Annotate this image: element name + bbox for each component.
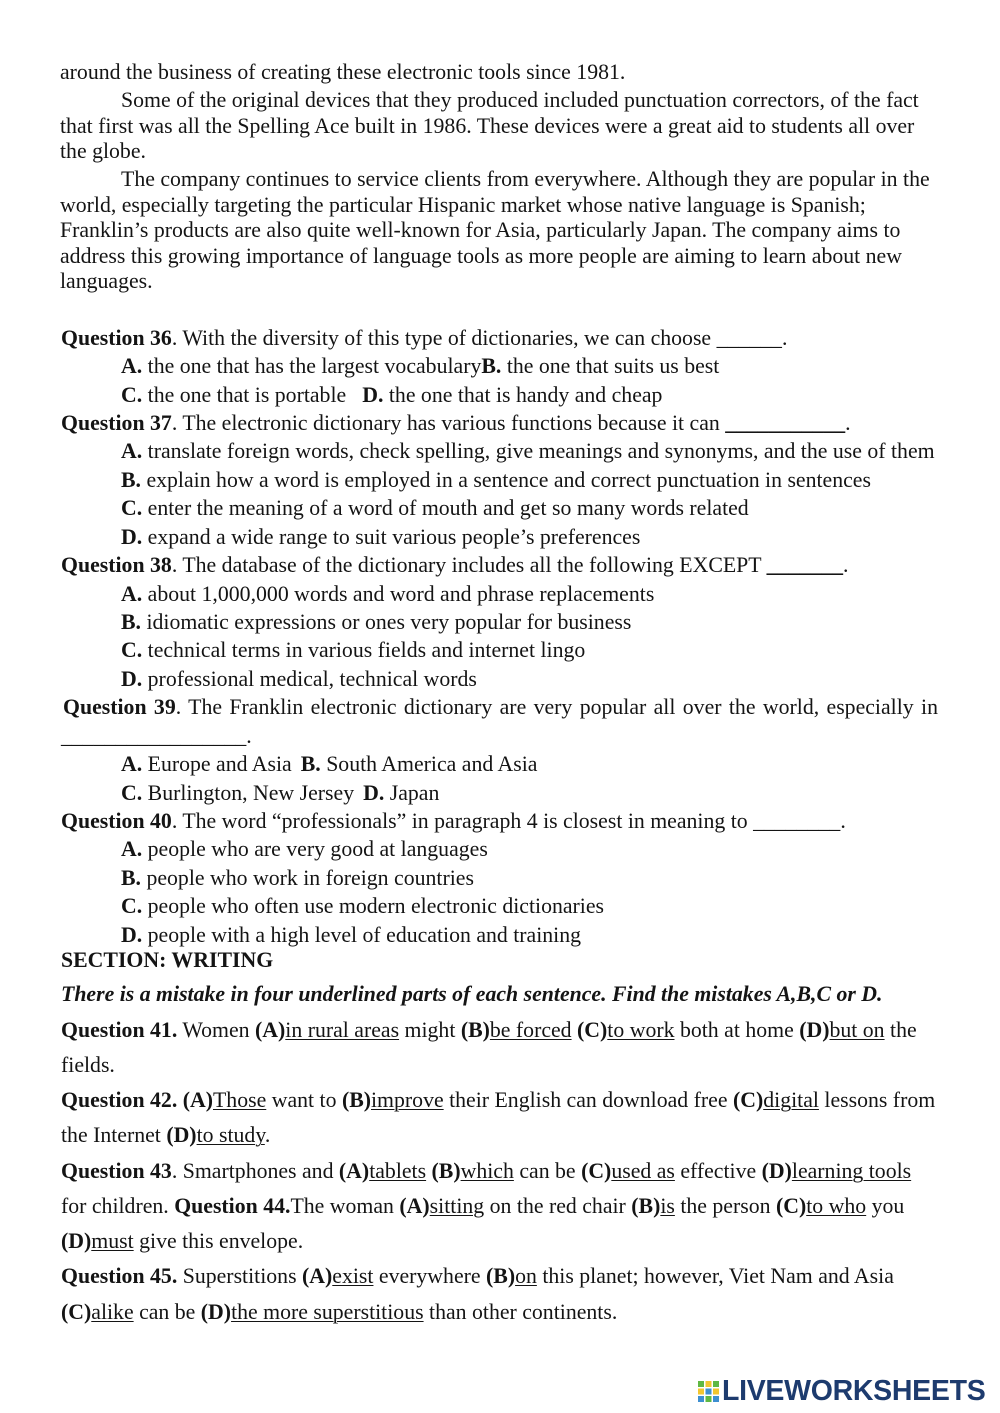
question-end: .	[781, 325, 788, 350]
underlined-part: the more superstitious	[231, 1299, 424, 1324]
options-row	[61, 750, 938, 778]
sentence-text: this planet; however, Viet Nam and Asia	[536, 1264, 894, 1289]
underlined-part: alike	[91, 1299, 134, 1324]
writing-section	[61, 977, 938, 1330]
reading-questions	[61, 324, 938, 949]
question-38	[61, 551, 938, 693]
option-text: the one that suits us best	[506, 354, 720, 379]
option-letter: A.	[121, 439, 143, 464]
sentence-text: on the red chair	[484, 1193, 632, 1218]
sentence-text: the person	[674, 1193, 776, 1218]
option-letter: A.	[121, 354, 143, 379]
choice-marker: (D)	[799, 1017, 830, 1042]
question-label: Question 36	[61, 325, 172, 350]
option-letter: C.	[121, 780, 143, 805]
sentence-text: the	[884, 1017, 917, 1042]
option-text: explain how a word is employed in a sentence and correct punctuation in sentences	[146, 467, 871, 492]
option-a	[61, 437, 938, 465]
sentence-text: . Smartphones and	[171, 1158, 339, 1183]
section-heading: SECTION: WRITING	[61, 947, 274, 972]
option-d	[61, 523, 938, 551]
passage-line: languages.	[60, 269, 153, 293]
question-end: .	[845, 411, 851, 436]
question-label: Question 38	[61, 553, 172, 578]
question-label: Question 43	[61, 1158, 172, 1183]
underlined-part: be forced	[489, 1017, 572, 1042]
underlined-part: improve	[371, 1088, 444, 1113]
option-letter: C.	[121, 638, 143, 663]
option-text: translate foreign words, check spelling, give meanings and synonyms, and the use of them	[147, 439, 935, 464]
logo-text: LIVEWORKSHEETS	[722, 1375, 986, 1407]
question-label: Question 40	[61, 808, 172, 833]
sentence-text: Women	[177, 1017, 256, 1042]
option-text: Japan	[389, 780, 440, 805]
choice-marker: (C)	[577, 1017, 608, 1042]
option-letter: A.	[121, 752, 143, 777]
reading-passage	[60, 60, 950, 295]
question-40	[61, 807, 938, 949]
sentence-text: lessons from	[818, 1088, 936, 1113]
question-42	[61, 1083, 938, 1154]
writing-instruction: There is a mistake in four underlined parts of each sentence. Find the mistakes A,B,C or D.	[61, 982, 883, 1007]
sentence-text: the Internet	[61, 1123, 167, 1148]
sentence-text: fields.	[61, 1052, 115, 1077]
option-c	[61, 892, 938, 920]
liveworksheets-logo-icon	[697, 1380, 720, 1403]
question-label: Question 42.	[61, 1088, 178, 1113]
underlined-part: digital	[763, 1088, 819, 1113]
sentence-text: than other continents.	[423, 1299, 618, 1324]
option-text: about 1,000,000 words and word and phrase replacements	[147, 581, 655, 606]
question-39	[61, 693, 938, 807]
option-letter: D.	[362, 382, 384, 407]
option-letter: C.	[121, 382, 143, 407]
passage-line: address this growing importance of language tools as more people are aiming to learn about new	[60, 243, 902, 268]
option-text: the one that has the largest vocabulary	[147, 354, 482, 379]
question-45	[61, 1259, 938, 1330]
option-b	[61, 466, 938, 494]
sentence-text: .	[264, 1123, 271, 1148]
question-label: Question 45.	[61, 1264, 178, 1289]
liveworksheets-logo	[697, 1376, 985, 1406]
passage-line: Franklin’s products are also quite well-known for Asia, particularly Japan. The company aims to	[60, 218, 901, 242]
option-text: the one that is handy and cheap	[388, 382, 663, 407]
option-letter: A.	[121, 581, 143, 606]
option-text: expand a wide range to suit various people’s preferences	[147, 524, 641, 549]
choice-marker: (B)	[460, 1017, 490, 1042]
question-end: .	[246, 723, 252, 748]
passage-line: Some of the original devices that they produced included punctuation correctors, of the fact	[121, 88, 919, 112]
sentence-text: effective	[674, 1158, 762, 1183]
answer-blank: ________	[753, 808, 841, 833]
underlined-part: tablets	[369, 1158, 427, 1183]
question-label: Question 39	[63, 695, 176, 720]
question-43-44	[61, 1154, 938, 1260]
question-text: . With the diversity of this type of dictionaries, we can choose	[171, 325, 717, 350]
sentence-text: give this envelope.	[133, 1229, 304, 1254]
passage-line: around the business of creating these electronic tools since 1981.	[60, 60, 626, 84]
option-letter: B.	[121, 865, 141, 890]
sentence-text: you	[866, 1193, 905, 1218]
choice-marker: (B)	[341, 1088, 371, 1113]
underlined-part: is	[660, 1193, 675, 1218]
underlined-part: sitting	[429, 1193, 485, 1218]
option-text: idiomatic expressions or ones very popular for business	[146, 610, 632, 635]
underlined-part: used as	[611, 1158, 675, 1183]
answer-blank: ___________	[725, 411, 846, 436]
question-stem	[61, 551, 938, 579]
options-row	[61, 779, 938, 807]
passage-line: the globe.	[60, 139, 146, 163]
sentence-text: can be	[513, 1158, 582, 1183]
underlined-part: but on	[829, 1017, 885, 1042]
option-text: people with a high level of education and training	[147, 922, 582, 947]
question-41	[61, 1013, 938, 1084]
question-label: Question 44.	[174, 1193, 291, 1218]
question-text: . The Franklin electronic dictionary are very popular all over the world, especially in	[175, 695, 938, 720]
choice-marker: (B)	[431, 1158, 461, 1183]
question-37	[61, 409, 938, 551]
option-letter: B.	[300, 752, 321, 777]
option-d	[61, 665, 938, 693]
option-c	[61, 636, 938, 664]
choice-marker: (A)	[302, 1264, 333, 1289]
option-text: professional medical, technical words	[147, 666, 477, 691]
option-text: Burlington, New Jersey	[147, 780, 355, 805]
option-d	[61, 921, 938, 949]
choice-marker: (A)	[182, 1088, 213, 1113]
question-stem	[61, 807, 938, 835]
question-stem	[61, 324, 938, 352]
choice-marker: (C)	[581, 1158, 612, 1183]
underlined-part: in rural areas	[285, 1017, 400, 1042]
option-letter: B.	[481, 354, 502, 379]
sentence-text: for children.	[61, 1193, 175, 1218]
option-text: people who work in foreign countries	[146, 865, 474, 890]
choice-marker: (D)	[200, 1299, 232, 1324]
underlined-part: to study	[196, 1123, 265, 1148]
answer-line	[61, 722, 938, 750]
question-text: . The electronic dictionary has various functions because it can	[171, 411, 726, 436]
passage-line: world, especially targeting the particular Hispanic market whose native language is Spanish;	[60, 192, 866, 217]
question-stem	[61, 409, 938, 437]
question-36	[61, 324, 938, 409]
question-label: Question 41.	[61, 1017, 178, 1042]
sentence-text: The woman	[290, 1193, 400, 1218]
answer-blank: _________________	[61, 723, 247, 748]
underlined-part: Those	[212, 1088, 267, 1113]
question-end: .	[842, 553, 849, 578]
question-text: . The database of the dictionary includes all the following EXCEPT	[171, 553, 767, 578]
options-row	[61, 352, 938, 380]
answer-blank: _______	[766, 553, 843, 578]
choice-marker: (A)	[399, 1193, 430, 1218]
option-a	[61, 835, 938, 863]
choice-marker: (D)	[761, 1158, 792, 1183]
underlined-part: must	[91, 1229, 134, 1254]
option-letter: A.	[121, 837, 143, 862]
underlined-part: learning tools	[791, 1158, 912, 1183]
answer-blank: ______	[716, 325, 782, 350]
question-stem	[61, 693, 938, 721]
underlined-part: to work	[607, 1017, 675, 1042]
option-letter: D.	[121, 666, 143, 691]
option-text: the one that is portable	[147, 382, 347, 407]
sentence-text: both at home	[674, 1017, 800, 1042]
option-text: Europe and Asia	[147, 752, 292, 777]
choice-marker: (D)	[166, 1123, 197, 1148]
option-letter: D.	[121, 922, 143, 947]
option-text: people who are very good at languages	[147, 837, 488, 862]
passage-paragraph-3	[60, 167, 950, 295]
underlined-part: to who	[806, 1193, 867, 1218]
sentence-text: might	[399, 1017, 461, 1042]
option-text: enter the meaning of a word of mouth and get so many words related	[147, 496, 749, 521]
choice-marker: (B)	[486, 1264, 516, 1289]
option-b	[61, 608, 938, 636]
sentence-text: can be	[133, 1299, 201, 1324]
sentence-text: want to	[266, 1088, 342, 1113]
passage-line: The company continues to service clients from everywhere. Although they are popular in the	[121, 167, 930, 191]
underlined-part: exist	[332, 1264, 374, 1289]
options-row	[61, 381, 938, 409]
option-text: people who often use modern electronic dictionaries	[147, 894, 605, 919]
option-letter: D.	[363, 780, 385, 805]
question-end: .	[840, 808, 846, 833]
choice-marker: (A)	[338, 1158, 370, 1183]
option-text: technical terms in various fields and internet lingo	[147, 638, 586, 663]
option-a	[61, 580, 938, 608]
option-text: South America and Asia	[326, 752, 538, 777]
sentence-text: everywhere	[373, 1264, 487, 1289]
underlined-part: on	[515, 1264, 537, 1289]
option-letter: B.	[121, 467, 141, 492]
option-letter: C.	[121, 894, 143, 919]
choice-marker: (D)	[61, 1229, 92, 1254]
choice-marker: (C)	[775, 1193, 807, 1218]
question-text: . The word “professionals” in paragraph 4 is closest in meaning to	[171, 808, 754, 833]
choice-marker: (C)	[61, 1299, 92, 1324]
option-letter: B.	[121, 610, 141, 635]
option-c	[61, 494, 938, 522]
option-letter: C.	[121, 496, 143, 521]
underlined-part: which	[460, 1158, 514, 1183]
choice-marker: (B)	[631, 1193, 661, 1218]
choice-marker: (A)	[255, 1017, 286, 1042]
choice-marker: (C)	[732, 1088, 764, 1113]
option-b	[61, 864, 938, 892]
passage-line: that first was all the Spelling Ace built in 1986. These devices were a great aid to students all over	[60, 113, 915, 138]
question-label: Question 37	[61, 411, 172, 436]
passage-paragraph-2	[60, 88, 950, 165]
sentence-text: their English can download free	[443, 1088, 733, 1113]
option-letter: D.	[121, 524, 143, 549]
sentence-text: Superstitions	[177, 1264, 303, 1289]
